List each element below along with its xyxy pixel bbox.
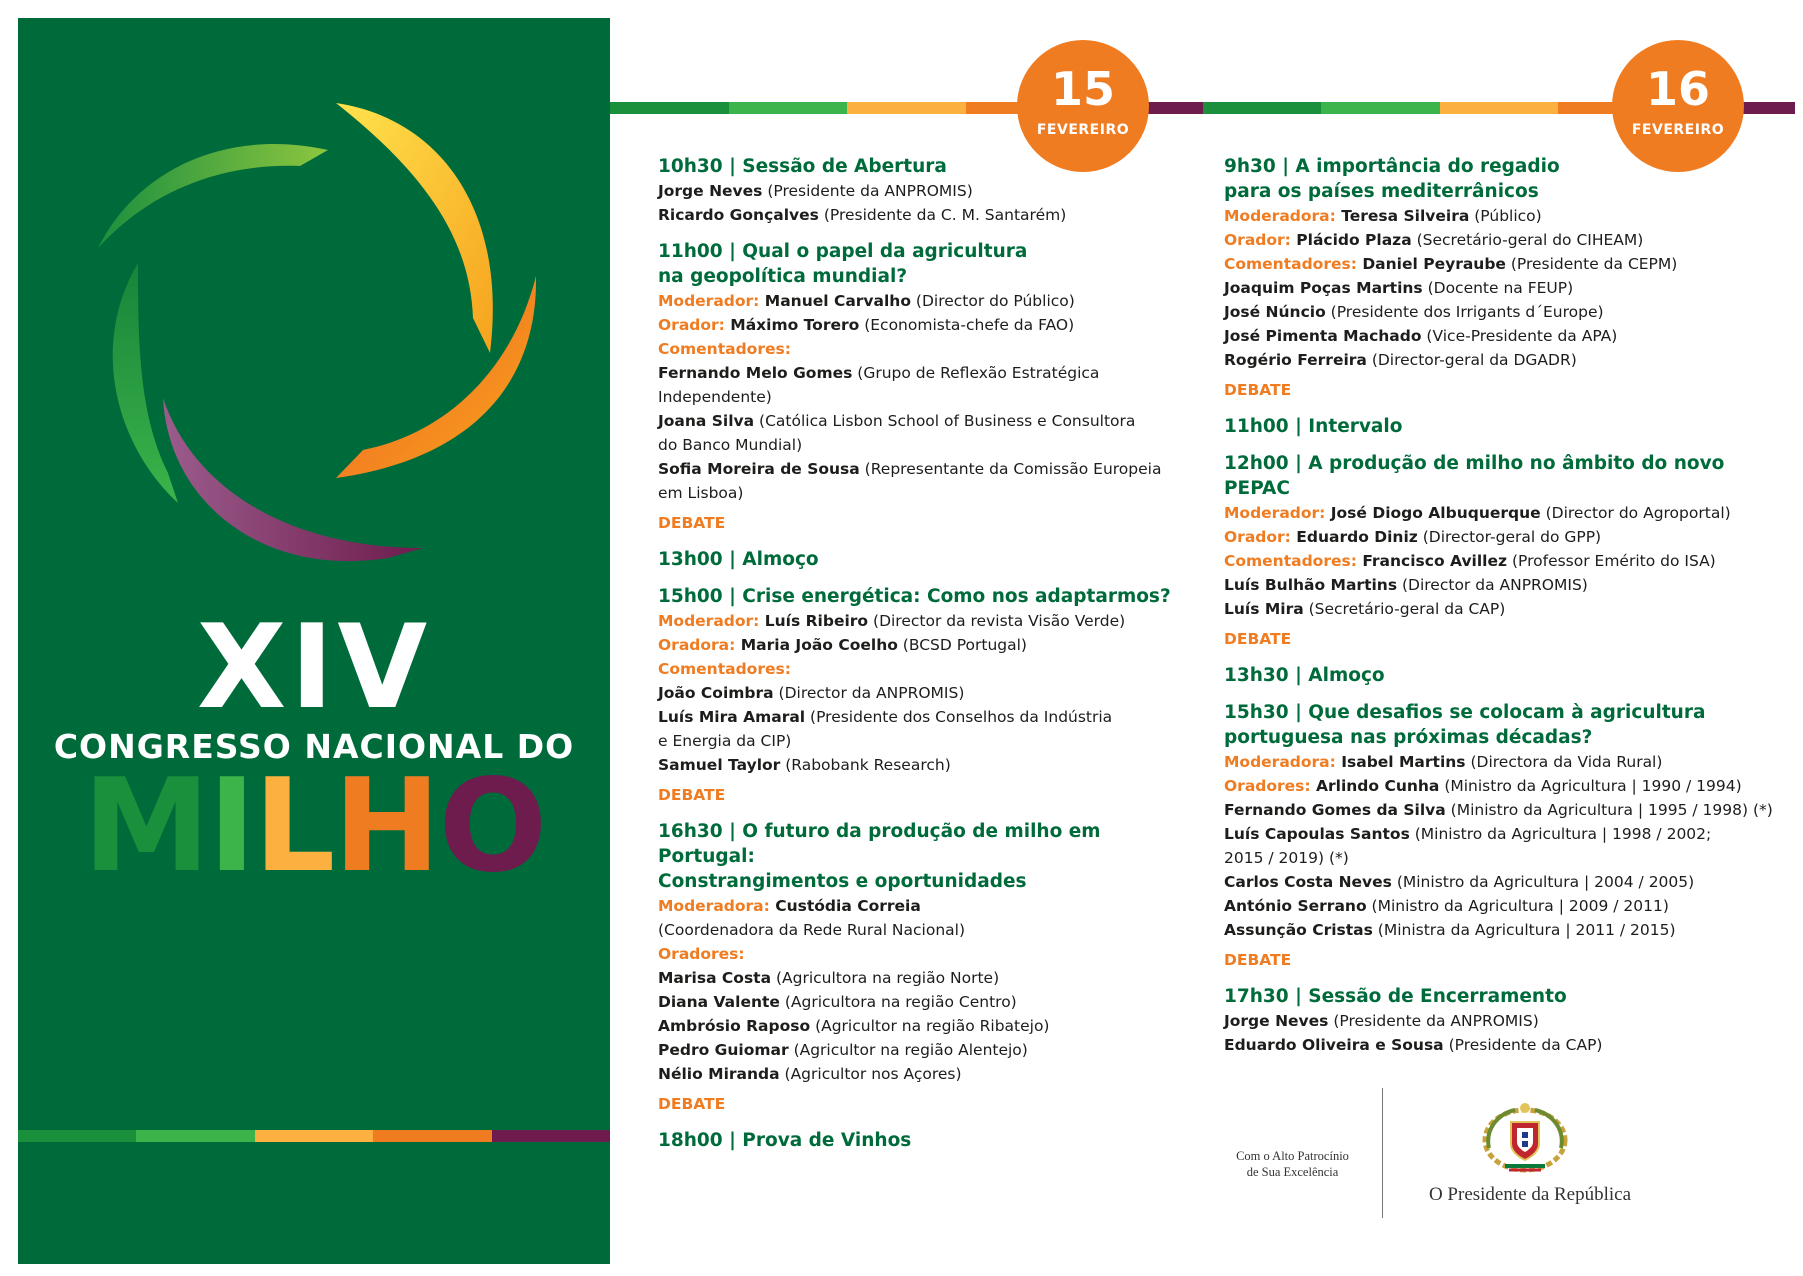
session-title: para os países mediterrânicos — [1224, 181, 1539, 202]
speaker-affiliation: (Director-geral da DGADR) — [1366, 351, 1577, 369]
speaker-name: José Diogo Albuquerque — [1325, 504, 1541, 522]
speaker-affiliation: (Agricultor na região Ribatejo) — [810, 1017, 1050, 1035]
speaker-name: Samuel Taylor — [658, 756, 781, 774]
speaker-line — [658, 313, 1178, 337]
speaker-line — [658, 633, 1178, 657]
speaker-affiliation: Independente) — [658, 388, 772, 406]
speaker-name: Francisco Avillez — [1356, 552, 1508, 570]
speaker-role: Orador: — [1224, 231, 1291, 249]
session-title: 9h30 | A importância do regadio — [1224, 156, 1560, 177]
speaker-name: Fernando Gomes da Silva — [1224, 801, 1446, 819]
session-block — [1224, 451, 1794, 651]
speaker-line — [1224, 204, 1794, 228]
day-month: FEVEREIRO — [1631, 122, 1725, 138]
speaker-line — [1224, 1009, 1794, 1033]
speaker-line — [1224, 774, 1794, 798]
speaker-affiliation: (Presidente dos Irrigants d´Europe) — [1325, 303, 1604, 321]
speaker-line — [1224, 252, 1794, 276]
speaker-line — [1224, 1033, 1794, 1057]
speaker-role: Moderador: — [658, 292, 760, 310]
speaker-affiliation: 2015 / 2019) (*) — [1224, 849, 1349, 867]
speaker-affiliation: (Ministro da Agricultura | 1995 / 1998) (*) — [1445, 801, 1773, 819]
speaker-role: Moderadora: — [1224, 207, 1336, 225]
speaker-line — [1224, 918, 1794, 942]
session-title: 15h00 | Crise energética: Como nos adaptarmos? — [658, 586, 1171, 607]
speaker-affiliation: (Presidente da C. M. Santarém) — [818, 206, 1067, 224]
session-title: 18h00 | Prova de Vinhos — [658, 1130, 912, 1151]
speaker-affiliation: (Presidente dos Conselhos da Indústria — [805, 708, 1113, 726]
speaker-role: Comentadores: — [658, 660, 791, 678]
speaker-affiliation: (Presidente da ANPROMIS) — [762, 182, 973, 200]
speaker-line — [1224, 324, 1794, 348]
milho-letter: I — [208, 752, 254, 901]
speaker-name: José Núncio — [1224, 303, 1326, 321]
program-day-16 — [1224, 154, 1794, 1069]
session-block — [658, 154, 1178, 227]
speaker-affiliation: (Director da ANPROMIS) — [1397, 576, 1588, 594]
speaker-name: Custódia Correia — [769, 897, 921, 915]
speaker-name: Eduardo Oliveira e Sousa — [1224, 1036, 1444, 1054]
speaker-name: Arlindo Cunha — [1310, 777, 1440, 795]
speaker-name: Ricardo Gonçalves — [658, 206, 819, 224]
speaker-line — [1224, 822, 1794, 846]
speaker-name: Máximo Torero — [724, 316, 860, 334]
speaker-affiliation: (Agricultor na região Alentejo) — [788, 1041, 1028, 1059]
speaker-line — [658, 1014, 1178, 1038]
speaker-name: João Coimbra — [658, 684, 774, 702]
speaker-affiliation: (Professor Emérito do ISA) — [1507, 552, 1716, 570]
speaker-line — [1224, 276, 1794, 300]
speaker-name: Diana Valente — [658, 993, 780, 1011]
debate-label: DEBATE — [1224, 951, 1292, 969]
day-number: 16 — [1645, 62, 1710, 116]
speaker-affiliation: do Banco Mundial) — [658, 436, 803, 454]
speaker-affiliation: (Ministro da Agricultura | 2009 / 2011) — [1366, 897, 1669, 915]
session-title: portuguesa nas próximas décadas? — [1224, 727, 1593, 748]
session-block — [658, 819, 1178, 1116]
speaker-line — [658, 942, 1178, 966]
speaker-name: António Serrano — [1224, 897, 1367, 915]
stripe-segment — [1203, 102, 1322, 114]
day-month: FEVEREIRO — [1036, 122, 1130, 138]
logo-petal-yellow — [336, 103, 493, 353]
speaker-name: Sofia Moreira de Sousa — [658, 460, 860, 478]
stripe-segment — [136, 1130, 254, 1142]
left-panel — [18, 18, 610, 1264]
stripe-segment — [729, 102, 848, 114]
logo-petal-orange — [336, 276, 536, 478]
speaker-name: Luís Bulhão Martins — [1224, 576, 1398, 594]
speaker-name: Luís Mira — [1224, 600, 1304, 618]
session-title: 15h30 | Que desafios se colocam à agricultura — [1224, 702, 1706, 723]
milho-letter: L — [253, 752, 334, 901]
session-block — [1224, 663, 1794, 688]
speaker-name: Daniel Peyraube — [1356, 255, 1506, 273]
day-number: 15 — [1050, 62, 1115, 116]
debate-label: DEBATE — [658, 786, 726, 804]
speaker-name: Eduardo Diniz — [1290, 528, 1418, 546]
speaker-line — [658, 433, 1178, 457]
stripe-segment — [1440, 102, 1559, 114]
session-title: 13h00 | Almoço — [658, 549, 819, 570]
corn-swirl-logo — [18, 18, 610, 618]
speaker-name: Assunção Cristas — [1224, 921, 1373, 939]
speaker-line — [658, 1062, 1178, 1086]
speaker-name: Maria João Coelho — [735, 636, 898, 654]
speaker-affiliation: (Presidente da CAP) — [1443, 1036, 1603, 1054]
speaker-name: Luís Ribeiro — [759, 612, 869, 630]
speaker-name: Manuel Carvalho — [759, 292, 911, 310]
speaker-name: Joaquim Poças Martins — [1224, 279, 1423, 297]
session-block — [658, 239, 1178, 535]
session-title: Constrangimentos e oportunidades — [658, 871, 1027, 892]
stripe-segment — [610, 102, 729, 114]
session-block — [658, 1128, 1178, 1153]
session-title: 12h00 | A produção de milho no âmbito do novo PEPAC — [1224, 453, 1725, 499]
speaker-line — [658, 385, 1178, 409]
speaker-line — [658, 409, 1178, 433]
speaker-affiliation: (Católica Lisbon School of Business e Consultora — [754, 412, 1136, 430]
speaker-line — [1224, 573, 1794, 597]
speaker-line — [1224, 501, 1794, 525]
speaker-affiliation: (Ministro da Agricultura | 1998 / 2002; — [1409, 825, 1712, 843]
speaker-name: Jorge Neves — [658, 182, 763, 200]
stripe-segment — [847, 102, 966, 114]
speaker-name: Luís Mira Amaral — [658, 708, 806, 726]
congress-title: CONGRESSO NACIONAL DO — [53, 727, 575, 766]
speaker-line — [1224, 798, 1794, 822]
speaker-line — [658, 681, 1178, 705]
president-title: O Presidente da República — [1428, 1184, 1632, 1205]
session-title: 11h00 | Intervalo — [1224, 416, 1403, 437]
speaker-name: Isabel Martins — [1335, 753, 1466, 771]
speaker-line — [1224, 228, 1794, 252]
speaker-affiliation: (Agricultor nos Açores) — [779, 1065, 962, 1083]
speaker-role: Comentadores: — [1224, 255, 1357, 273]
speaker-role: Moderadora: — [1224, 753, 1336, 771]
speaker-line — [658, 609, 1178, 633]
speaker-affiliation: (Vice-Presidente da APA) — [1421, 327, 1618, 345]
speaker-line — [658, 657, 1178, 681]
speaker-role: Orador: — [1224, 528, 1291, 546]
speaker-name: Jorge Neves — [1224, 1012, 1329, 1030]
milho-letter: M — [82, 752, 209, 901]
stripe-segment — [373, 1130, 491, 1142]
speaker-line — [1224, 846, 1794, 870]
speaker-name: Pedro Guiomar — [658, 1041, 789, 1059]
speaker-affiliation: (Presidente da ANPROMIS) — [1328, 1012, 1539, 1030]
speaker-role: Oradora: — [658, 636, 736, 654]
patronage-block — [1210, 1088, 1790, 1218]
session-title: 10h30 | Sessão de Abertura — [658, 156, 947, 177]
speaker-line — [658, 361, 1178, 385]
speaker-line — [658, 179, 1178, 203]
patronage-divider — [1382, 1088, 1383, 1218]
speaker-role: Oradores: — [1224, 777, 1311, 795]
speaker-line — [658, 289, 1178, 313]
speaker-name: Marisa Costa — [658, 969, 772, 987]
speaker-role: Moderador: — [658, 612, 760, 630]
stripe-segment — [18, 1130, 136, 1142]
speaker-name: Fernando Melo Gomes — [658, 364, 853, 382]
speaker-affiliation: (Directora da Vida Rural) — [1465, 753, 1663, 771]
speaker-line — [658, 894, 1178, 918]
speaker-line — [658, 729, 1178, 753]
speaker-line — [1224, 525, 1794, 549]
speaker-line — [658, 481, 1178, 505]
milho-letter: H — [333, 752, 439, 901]
speaker-role: Orador: — [658, 316, 725, 334]
speaker-line — [1224, 300, 1794, 324]
speaker-affiliation: (Secretário-geral da CAP) — [1303, 600, 1506, 618]
speaker-affiliation: e Energia da CIP) — [658, 732, 792, 750]
session-title: 11h00 | Qual o papel da agricultura — [658, 241, 1028, 262]
speaker-role: Moderador: — [1224, 504, 1326, 522]
session-title: na geopolítica mundial? — [658, 266, 908, 287]
patronage-text — [1210, 1148, 1375, 1180]
speaker-affiliation: (Director da revista Visão Verde) — [868, 612, 1126, 630]
stripe-segment — [255, 1130, 373, 1142]
speaker-role: Oradores: — [658, 945, 745, 963]
speaker-affiliation: em Lisboa) — [658, 484, 744, 502]
speaker-name: Luís Capoulas Santos — [1224, 825, 1410, 843]
session-title: 17h30 | Sessão de Encerramento — [1224, 986, 1567, 1007]
presidential-emblem-icon — [1475, 1100, 1575, 1180]
speaker-line — [1224, 597, 1794, 621]
speaker-affiliation: (Coordenadora da Rede Rural Nacional) — [658, 921, 966, 939]
speaker-affiliation: (Ministro da Agricultura | 1990 / 1994) — [1439, 777, 1742, 795]
speaker-name: Carlos Costa Neves — [1224, 873, 1392, 891]
program-day-15 — [658, 154, 1178, 1165]
patronage-line-2: de Sua Excelência — [1246, 1165, 1339, 1179]
speaker-name: Rogério Ferreira — [1224, 351, 1367, 369]
speaker-name: Plácido Plaza — [1290, 231, 1412, 249]
speaker-affiliation: (Ministro da Agricultura | 2004 / 2005) — [1391, 873, 1695, 891]
speaker-affiliation: (Agricultora na região Centro) — [779, 993, 1017, 1011]
speaker-affiliation: (Director-geral do GPP) — [1417, 528, 1602, 546]
edition-number: XIV — [196, 600, 432, 735]
debate-label: DEBATE — [658, 1095, 726, 1113]
speaker-affiliation: (Representante da Comissão Europeia — [859, 460, 1162, 478]
speaker-name: Joana Silva — [658, 412, 755, 430]
debate-label: DEBATE — [1224, 630, 1292, 648]
speaker-affiliation: (Público) — [1469, 207, 1542, 225]
session-block — [658, 547, 1178, 572]
speaker-affiliation: (Secretário-geral do CIHEAM) — [1411, 231, 1644, 249]
speaker-name: Ambrósio Raposo — [658, 1017, 811, 1035]
patronage-line-1: Com o Alto Patrocínio — [1236, 1149, 1349, 1163]
milho-wordmark — [18, 752, 610, 901]
speaker-line — [658, 990, 1178, 1014]
logo-petal-purple — [163, 398, 423, 561]
speaker-line — [658, 457, 1178, 481]
session-block — [1224, 700, 1794, 972]
speaker-affiliation: (Ministra da Agricultura | 2011 / 2015) — [1372, 921, 1676, 939]
session-block — [1224, 414, 1794, 439]
speaker-name: José Pimenta Machado — [1224, 327, 1422, 345]
left-color-stripe — [18, 1130, 610, 1142]
milho-letter: O — [438, 752, 546, 901]
logo-petal-green-top — [98, 144, 328, 248]
speaker-affiliation: (BCSD Portugal) — [897, 636, 1027, 654]
speaker-line — [658, 966, 1178, 990]
speaker-affiliation: (Presidente da CEPM) — [1505, 255, 1678, 273]
speaker-affiliation: (Agricultora na região Norte) — [771, 969, 1000, 987]
session-title: 13h30 | Almoço — [1224, 665, 1385, 686]
speaker-line — [1224, 894, 1794, 918]
speaker-line — [1224, 870, 1794, 894]
speaker-affiliation: (Director do Agroportal) — [1540, 504, 1731, 522]
day-badge-15 — [1017, 40, 1149, 172]
speaker-line — [1224, 549, 1794, 573]
stripe-segment — [492, 1130, 610, 1142]
speaker-affiliation: (Rabobank Research) — [780, 756, 951, 774]
speaker-affiliation: (Docente na FEUP) — [1422, 279, 1574, 297]
session-block — [658, 584, 1178, 807]
speaker-line — [658, 203, 1178, 227]
speaker-line — [658, 753, 1178, 777]
logo-petal-green-left — [113, 263, 178, 503]
speaker-line — [1224, 750, 1794, 774]
speaker-line — [1224, 348, 1794, 372]
speaker-role: Moderadora: — [658, 897, 770, 915]
debate-label: DEBATE — [1224, 381, 1292, 399]
speaker-line — [658, 705, 1178, 729]
speaker-name: Teresa Silveira — [1335, 207, 1470, 225]
speaker-affiliation: (Director da ANPROMIS) — [773, 684, 965, 702]
day-badge-16 — [1612, 40, 1744, 172]
speaker-role: Comentadores: — [658, 340, 791, 358]
speaker-affiliation: (Economista-chefe da FAO) — [859, 316, 1075, 334]
speaker-line — [658, 1038, 1178, 1062]
speaker-affiliation: (Grupo de Reflexão Estratégica — [852, 364, 1100, 382]
session-block — [1224, 154, 1794, 402]
debate-label: DEBATE — [658, 514, 726, 532]
speaker-line — [658, 337, 1178, 361]
stripe-segment — [1321, 102, 1440, 114]
speaker-line — [658, 918, 1178, 942]
speaker-role: Comentadores: — [1224, 552, 1357, 570]
speaker-affiliation: (Director do Público) — [910, 292, 1075, 310]
speaker-name: Nélio Miranda — [658, 1065, 780, 1083]
session-title: 16h30 | O futuro da produção de milho em Portugal: — [658, 821, 1101, 867]
session-block — [1224, 984, 1794, 1057]
